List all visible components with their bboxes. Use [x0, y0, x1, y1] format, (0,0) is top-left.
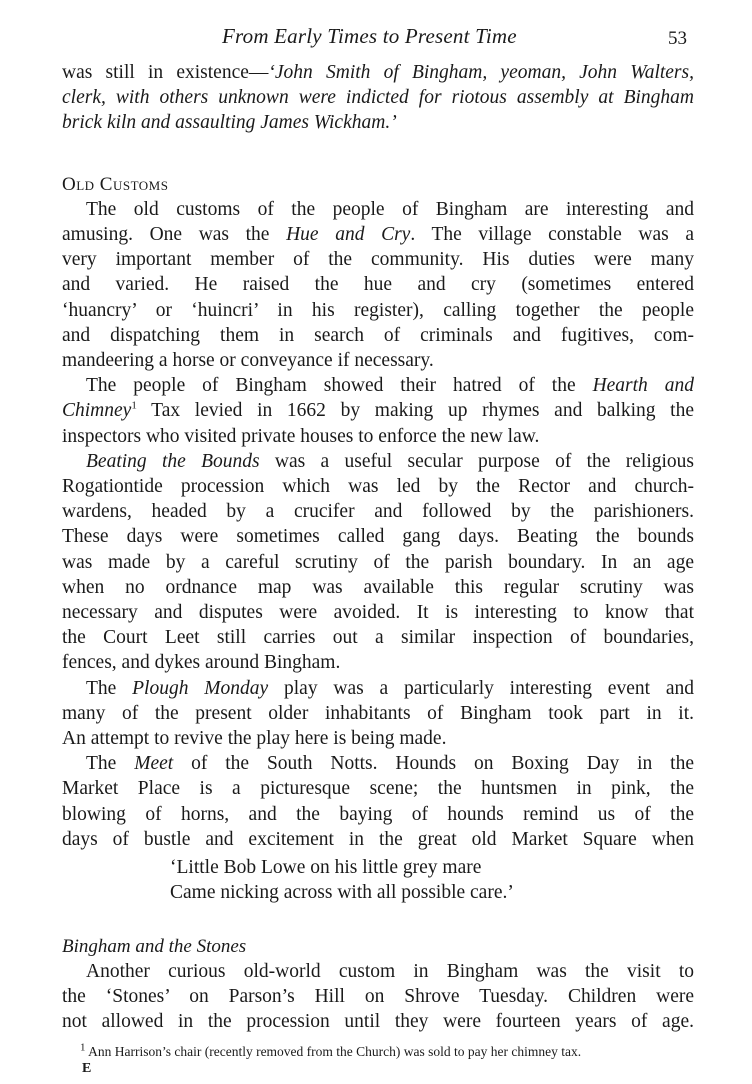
text-line: the ‘Stones’ on Parson’s Hill on Shrove Tuesday. Children were — [62, 985, 694, 1007]
text-line: blowing of horns, and the baying of hounds remind us of the — [62, 803, 694, 825]
verse-line: Came nicking across with all possible care.’ — [170, 882, 514, 904]
paragraph — [62, 373, 694, 449]
text-line: ‘huancry’ or ‘huincri’ in his register), calling together the people — [62, 299, 694, 321]
text-line: The Meet of the South Notts. Hounds on Boxing Day in the — [86, 753, 694, 775]
paragraph — [62, 676, 694, 752]
text-line: The people of Bingham showed their hatred of the Hearth and — [86, 375, 694, 397]
text-line: the Court Leet still carries out a similar inspection of boundaries, — [62, 627, 694, 649]
section-heading-old-customs: Old Customs — [62, 173, 169, 195]
text-line: very important member of the community. His duties were many — [62, 249, 694, 271]
text-line: Market Place is a picturesque scene; the huntsmen in pink, the — [62, 778, 694, 800]
text-line: many of the present older inhabitants of Bingham took part in it. — [62, 702, 694, 724]
text-line: amusing. One was the Hue and Cry. The village constable was a — [62, 224, 694, 246]
text-line: Beating the Bounds was a useful secular purpose of the religious — [86, 450, 694, 472]
paragraph — [62, 959, 694, 1035]
text-line: An attempt to revive the play here is being made. — [62, 728, 447, 750]
text-line: The old customs of the people of Bingham are interesting and — [86, 198, 694, 220]
paragraph — [62, 751, 694, 852]
text-line: days of bustle and excitement in the great old Market Square when — [62, 828, 694, 850]
text-line: and varied. He raised the hue and cry (sometimes entered — [62, 274, 694, 296]
text-line: was still in existence—‘John Smith of Bingham, yeoman, John Walters, — [62, 62, 694, 83]
text-line: Another curious old-world custom in Bingham was the visit to — [86, 960, 694, 982]
text-line: inspectors who visited private houses to enforce the new law. — [62, 425, 540, 447]
text-line: fences, and dykes around Bingham. — [62, 652, 341, 674]
verse-quote — [62, 855, 694, 905]
running-title: From Early Times to Present Time — [222, 24, 517, 48]
body-text — [62, 60, 694, 1034]
text-line: Rogationtide procession which was led by the Rector and church- — [62, 476, 694, 498]
text-line: when no ordnance map was available this regular scrutiny was — [62, 576, 694, 598]
text-line: clerk, with others unknown were indicted for riotous assembly at Bingham — [62, 87, 694, 109]
footnote-ref: 1 — [131, 399, 137, 412]
footnote-marker: 1 — [80, 1041, 86, 1054]
text-line: Chimney$^1$ Tax levied in 1662 by making up rhymes and balking the — [62, 399, 694, 422]
section-heading-stones: Bingham and the Stones — [62, 935, 247, 957]
page-number: 53 — [668, 28, 687, 49]
paragraph — [62, 449, 694, 676]
text-line: and dispatching them in search of criminals and fugitives, com- — [62, 324, 694, 346]
text-line: mandeering a horse or conveyance if necessary. — [62, 350, 434, 372]
text-line: necessary and disputes were avoided. It is interesting to know that — [62, 602, 694, 624]
paragraph — [62, 197, 694, 373]
text-line: The Plough Monday play was a particularly interesting event and — [86, 677, 694, 699]
footnote — [80, 1041, 700, 1060]
running-head — [0, 24, 752, 54]
text-line: not allowed in the procession until they were fourteen years of age. — [62, 1011, 694, 1033]
text-line: brick kiln and assaulting James Wickham.’ — [62, 112, 397, 134]
verse-line: ‘Little Bob Lowe on his little grey mare — [170, 857, 482, 879]
text-line: wardens, headed by a crucifer and followed by the parishioners. — [62, 501, 694, 523]
text-line: These days were sometimes called gang days. Beating the bounds — [62, 526, 694, 548]
footnote-text: Ann Harrison’s chair (recently removed from the Church) was sold to pay her chimney tax. — [85, 1044, 582, 1059]
signature-mark: E — [82, 1061, 92, 1076]
text-line: was made by a careful scrutiny of the parish boundary. In an age — [62, 551, 694, 573]
